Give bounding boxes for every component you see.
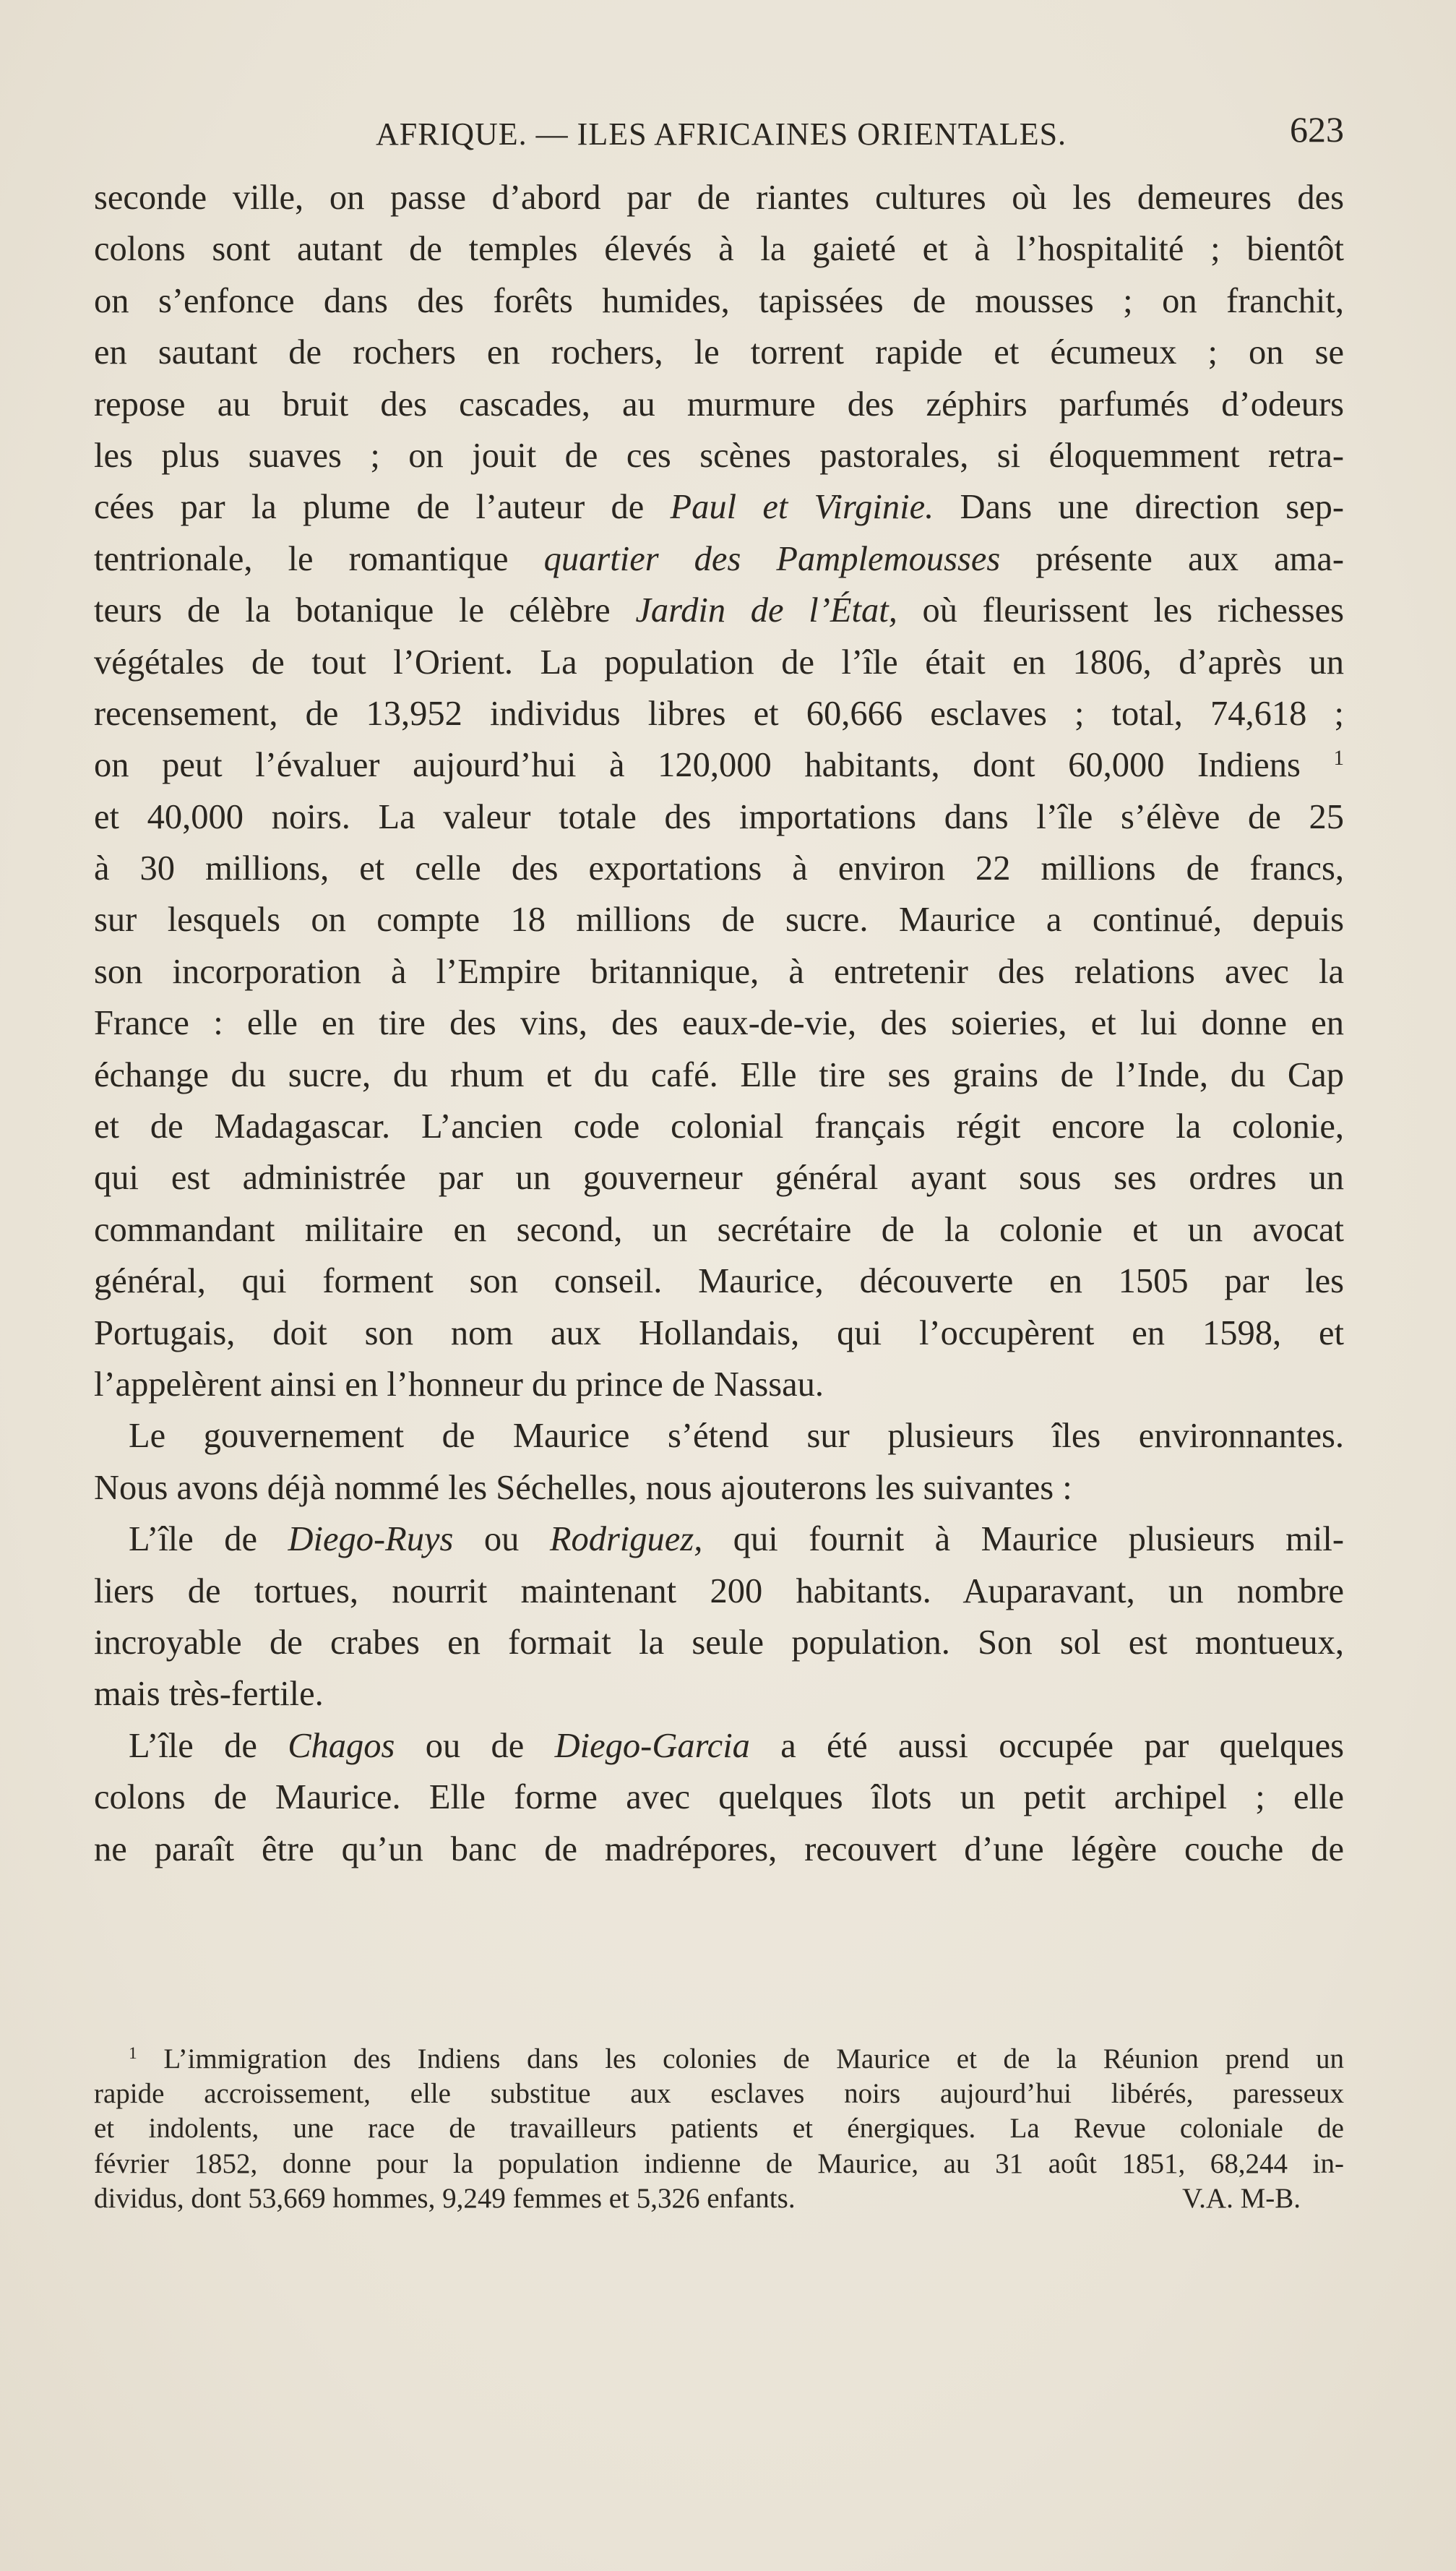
text-line-2: colons sont autant de temples élevés à la gaieté et à l’hospitalité ; bientôt [94, 230, 1344, 269]
text-line-6: les plus suaves ; on jouit de ces scènes pastorales, si éloquemment retra- [94, 436, 1344, 475]
text-segment: on peut l’évaluer aujourd’hui à 120,000 habitants, dont 60,000 Indiens [94, 746, 1301, 785]
text-segment: présente aux ama- [1000, 539, 1344, 578]
book-title-paul-et-virginie: Paul et Virginie. [670, 488, 934, 527]
text-line-31 [94, 1720, 1344, 1772]
place-name-diego-ruys: Diego-Ruys [288, 1520, 454, 1559]
text-line-32: colons de Maurice. Elle forme avec quelques îlots un petit archipel ; elle [94, 1778, 1344, 1817]
text-segment: L’île de [129, 1726, 288, 1765]
text-line-8 [94, 533, 1344, 585]
text-line-9 [94, 585, 1344, 636]
text-line-10: végétales de tout l’Orient. La population de l’île était en 1806, d’après un [94, 643, 1344, 682]
text-line-7 [94, 481, 1344, 533]
text-segment: où fleurissent les richesses [897, 591, 1345, 630]
text-line-16: son incorporation à l’Empire britannique, à entretenir des relations avec la [94, 952, 1344, 991]
footnote-line-4: février 1852, donne pour la population indienne de Maurice, au 31 août 1851, 68,244 in- [94, 2147, 1344, 2179]
place-name-pamplemousses: quartier des Pamplemousses [543, 539, 1001, 578]
page-header [94, 108, 1344, 159]
text-line-1: seconde ville, on passe d’abord par de riantes cultures où les demeures des [94, 179, 1344, 217]
text-line-4: en sautant de rochers en rochers, le torrent rapide et écumeux ; on se [94, 333, 1344, 372]
place-name-chagos: Chagos [288, 1726, 395, 1765]
text-line-26: Nous avons déjà nommé les Séchelles, nous ajouterons les suivantes : [94, 1468, 1072, 1507]
text-line-17: France : elle en tire des vins, des eaux-de-vie, des soieries, et lui donne en [94, 1004, 1344, 1043]
text-line-12 [94, 739, 1344, 791]
text-line-19: et de Madagascar. L’ancien code colonial français régit encore la colonie, [94, 1107, 1344, 1146]
text-line-14: à 30 millions, et celle des exportations à environ 22 millions de francs, [94, 849, 1344, 888]
text-segment: qui fournit à Maurice plusieurs mil- [702, 1520, 1345, 1559]
footnote-line-1 [94, 2042, 1344, 2077]
text-segment: ou de [395, 1726, 555, 1765]
footnote-reference: 1 [1333, 747, 1344, 771]
text-line-18: échange du sucre, du rhum et du café. Elle tire ses grains de l’Inde, du Cap [94, 1055, 1344, 1094]
text-segment: ou [453, 1520, 550, 1559]
text-line-13: et 40,000 noirs. La valeur totale des importations dans l’île s’élève de 25 [94, 797, 1344, 836]
text-line-24: l’appelèrent ainsi en l’honneur du prince de Nassau. [94, 1365, 824, 1404]
text-line-21: commandant militaire en second, un secrétaire de la colonie et un avocat [94, 1210, 1344, 1249]
text-line-33: ne paraît être qu’un banc de madrépores, recouvert d’une légère couche de [94, 1829, 1344, 1868]
footnote-block [94, 2042, 1344, 2216]
text-line-30: mais très-fertile. [94, 1675, 324, 1714]
place-name-jardin-de-l-etat: Jardin de l’État, [635, 591, 897, 630]
page-number: 623 [1290, 109, 1344, 150]
text-segment: L’immigration des Indiens dans les colonies de Maurice et de la Réunion prend un [163, 2043, 1344, 2074]
footnote-marker: 1 [129, 2044, 137, 2064]
text-line-20: qui est administrée par un gouverneur général ayant sous ses ordres un [94, 1159, 1344, 1198]
text-line-29: incroyable de crabes en formait la seule population. Son sol est montueux, [94, 1623, 1344, 1662]
footnote-signature: V.A. M-B. [1182, 2182, 1301, 2214]
text-line-23: Portugais, doit son nom aux Hollandais, qui l’occupèrent en 1598, et [94, 1313, 1344, 1352]
text-segment: L’île de [129, 1520, 288, 1559]
text-line-5: repose au bruit des cascades, au murmure des zéphirs parfumés d’odeurs [94, 385, 1344, 424]
text-segment: cées par la plume de l’auteur de [94, 488, 671, 527]
place-name-diego-garcia: Diego-Garcia [554, 1726, 750, 1765]
text-line-27 [94, 1514, 1344, 1565]
place-name-rodriguez: Rodriguez, [549, 1520, 703, 1559]
text-segment: Dans une direction sep- [934, 488, 1344, 527]
running-head: AFRIQUE. — ILES AFRICAINES ORIENTALES. [376, 116, 1067, 152]
text-segment: dividus, dont 53,669 hommes, 9,249 femmes et 5,326 enfants. [94, 2182, 796, 2214]
text-segment: tentrionale, le romantique [94, 539, 544, 578]
text-segment: teurs de la botanique le célèbre [94, 591, 636, 630]
main-text [94, 172, 1344, 1875]
text-line-11: recensement, de 13,952 individus libres et 60,666 esclaves ; total, 74,618 ; [94, 694, 1344, 733]
text-line-28: liers de tortues, nourrit maintenant 200 habitants. Auparavant, un nombre [94, 1571, 1344, 1610]
footnote-line-2: rapide accroissement, elle substitue aux esclaves noirs aujourd’hui libérés, paresseux [94, 2078, 1344, 2110]
footnote-line-3: et indolents, une race de travailleurs patients et énergiques. La Revue coloniale de [94, 2113, 1344, 2145]
text-line-22: général, qui forment son conseil. Maurice, découverte en 1505 par les [94, 1262, 1344, 1301]
footnote-line-5 [94, 2181, 1344, 2216]
text-segment: a été aussi occupée par quelques [749, 1726, 1345, 1765]
text-line-15: sur lesquels on compte 18 millions de sucre. Maurice a continué, depuis [94, 901, 1344, 940]
text-line-3: on s’enfonce dans des forêts humides, tapissées de mousses ; on franchit, [94, 281, 1344, 320]
text-line-25: Le gouvernement de Maurice s’étend sur plusieurs îles environnantes. [129, 1417, 1344, 1456]
